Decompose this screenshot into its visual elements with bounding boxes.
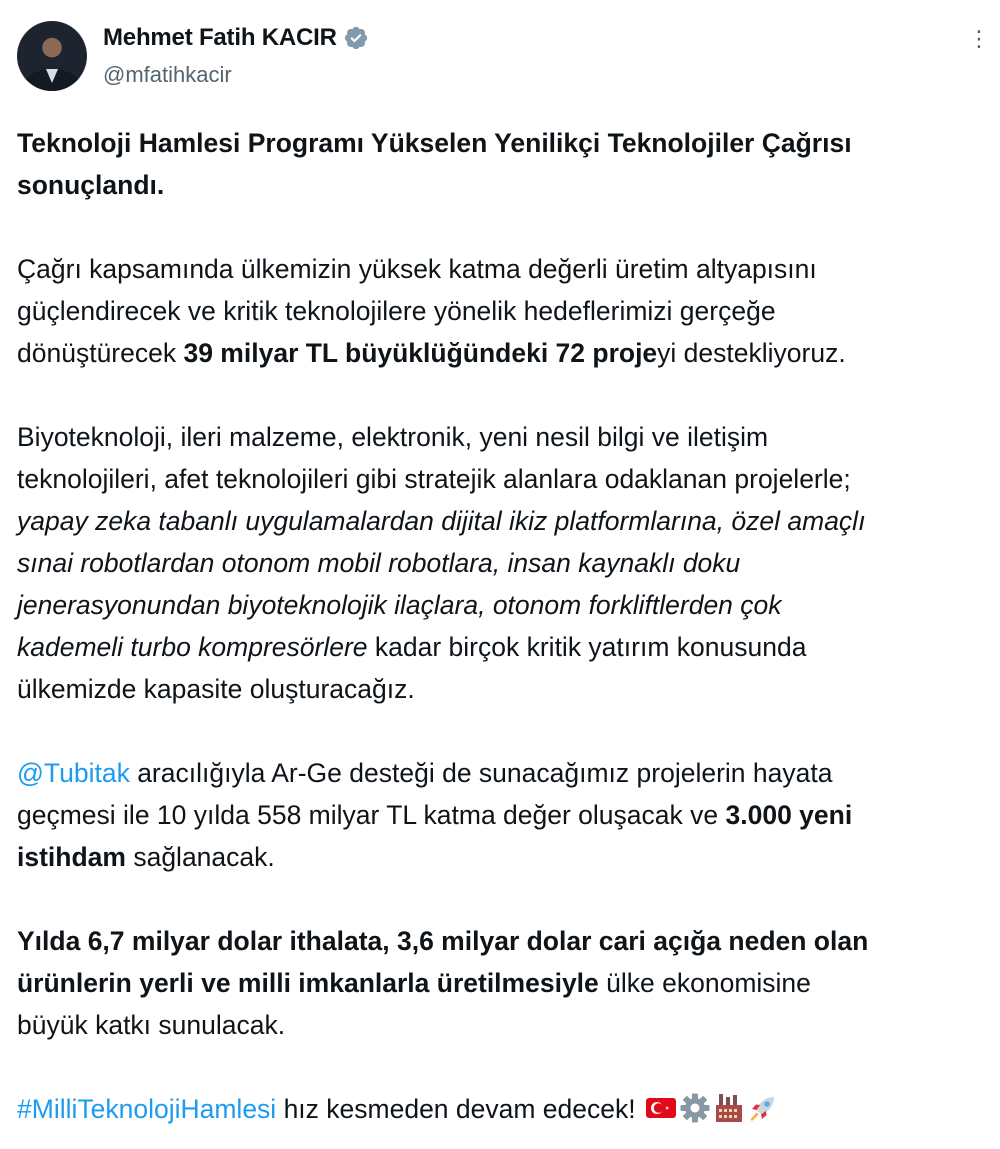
text-line: sonuçlandı. [17, 170, 165, 200]
text-segment: kadar birçok kritik yatırım konusunda [367, 632, 807, 662]
gear-icon [679, 1092, 711, 1124]
italic-line: jenerasyonundan biyoteknolojik ilaçlara, otonom forkliftlerden çok [17, 590, 782, 620]
author-handle[interactable]: @mfatihkacir [103, 62, 232, 87]
author-name-row [103, 24, 369, 52]
text-segment: hız kesmeden devam edecek! [276, 1094, 643, 1124]
bold-segment: istihdam [17, 842, 126, 872]
text-segment: aracılığıyla Ar-Ge desteği de sunacağımız projelerin hayata [129, 758, 833, 788]
text-line: Teknoloji Hamlesi Programı Yükselen Yenilikçi Teknolojiler Çağrısı [17, 128, 852, 158]
paragraph-3 [17, 416, 1000, 710]
bold-segment: 39 milyar TL büyüklüğündeki 72 proje [183, 338, 658, 368]
paragraph-5 [17, 920, 1000, 1046]
text-line: teknolojileri, afet teknolojileri gibi stratejik alanlara odaklanan projelerle; [17, 464, 851, 494]
avatar[interactable] [17, 21, 87, 91]
text-segment: dönüştürecek [17, 338, 184, 368]
verified-badge-icon [343, 25, 369, 51]
paragraph-6 [17, 1088, 1000, 1130]
text-segment: sağlanacak. [125, 842, 275, 872]
factory-icon [713, 1092, 745, 1124]
bold-line: Yılda 6,7 milyar dolar ithalata, 3,6 milyar dolar cari açığa neden olan [17, 926, 869, 956]
paragraph-2 [17, 248, 1000, 374]
hashtag-link[interactable]: #MilliTeknolojiHamlesi [17, 1094, 277, 1124]
text-line: Biyoteknoloji, ileri malzeme, elektronik, yeni nesil bilgi ve iletişim [17, 422, 769, 452]
text-segment: geçmesi ile 10 yılda 558 milyar TL katma değer oluşacak ve [17, 800, 726, 830]
italic-line: sınai robotlardan otonom mobil robotlara, insan kaynaklı doku [17, 548, 741, 578]
tweet-header [17, 18, 1000, 98]
text-segment: yi destekliyoruz. [657, 338, 846, 368]
text-line: Çağrı kapsamında ülkemizin yüksek katma değerli üretim altyapısını [17, 254, 817, 284]
italic-segment: kademeli turbo kompresörlere [17, 632, 368, 662]
paragraph-4 [17, 752, 1000, 878]
text-line: büyük katkı sunulacak. [17, 1010, 286, 1040]
turkey-flag-icon [645, 1092, 677, 1124]
tweet-text [17, 122, 1000, 1130]
paragraph-1 [17, 122, 1000, 206]
bold-segment: ürünlerin yerli ve milli imkanlarla üretilmesiyle [17, 968, 599, 998]
rocket-icon [747, 1092, 779, 1124]
author-display-name[interactable]: Mehmet Fatih KACIR [103, 24, 337, 51]
text-segment: ülke ekonomisine [598, 968, 811, 998]
italic-line: yapay zeka tabanlı uygulamalardan dijital ikiz platformlarına, özel amaçlı [17, 506, 866, 536]
bold-segment: 3.000 yeni [725, 800, 853, 830]
mention-link[interactable]: @Tubitak [17, 758, 130, 788]
text-line: ülkemizde kapasite oluşturacağız. [17, 674, 415, 704]
more-options-icon[interactable]: ⋮ [968, 26, 992, 51]
text-line: güçlendirecek ve kritik teknolojilere yönelik hedeflerimizi gerçeğe [17, 296, 776, 326]
